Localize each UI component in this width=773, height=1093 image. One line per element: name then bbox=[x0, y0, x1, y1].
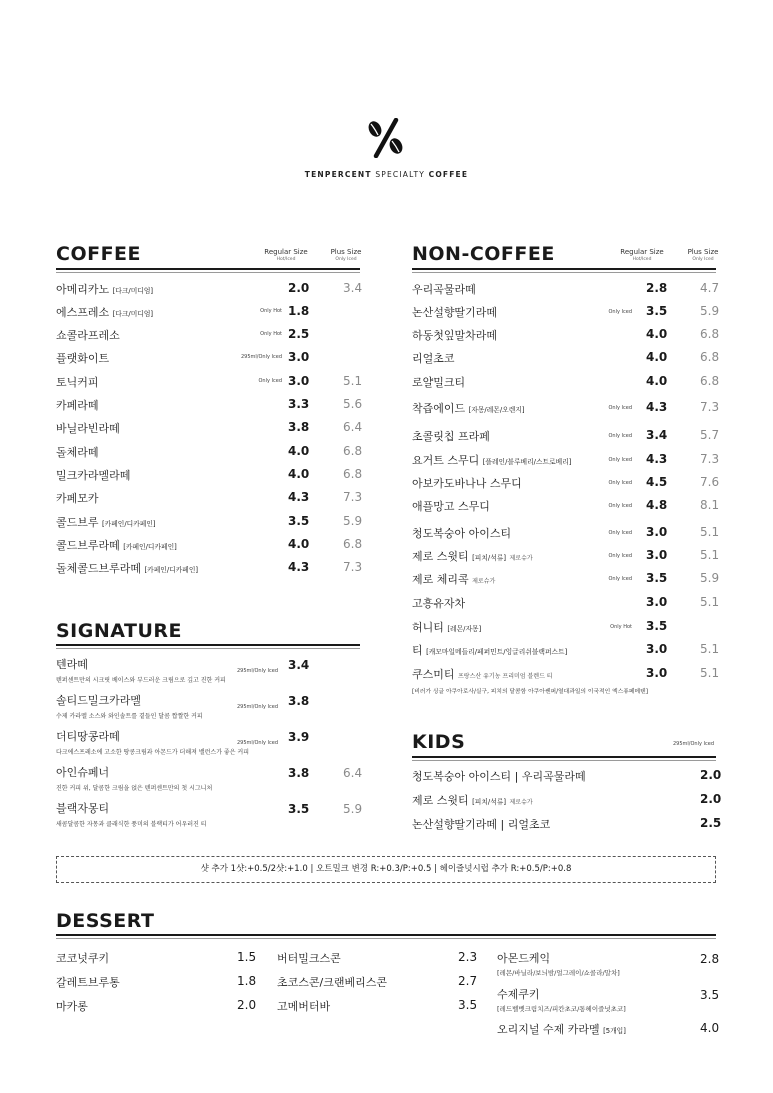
item-name: 고흥유자차 bbox=[412, 597, 466, 610]
item-name: 제로 스윗티 [피치/석류] 제로슈가 bbox=[412, 794, 533, 807]
dessert-item-option: [5개입] bbox=[603, 1027, 626, 1035]
price-plus: 5.1 bbox=[700, 525, 720, 539]
price-regular: 3.3 bbox=[288, 397, 310, 411]
dessert-item-option: [레몬/바닐라/보늬밤/얼그레이/쇼콜라/말차] bbox=[497, 969, 620, 977]
price-regular: 3.0 bbox=[646, 595, 668, 609]
signature-rule-thick bbox=[56, 644, 360, 646]
item-name: 플랫화이트 bbox=[56, 352, 110, 365]
price-regular: 4.3 bbox=[646, 400, 668, 414]
dessert-item-name: 갈레트브루통 bbox=[56, 976, 120, 989]
item-note: Only Hot bbox=[260, 308, 282, 314]
coffee-item bbox=[56, 374, 366, 394]
item-option: [다크/미디엄] bbox=[112, 287, 154, 295]
item-option: [다크/미디엄] bbox=[112, 310, 154, 318]
item-option: [피치/석류] bbox=[472, 554, 506, 562]
price-plus: 3.4 bbox=[343, 281, 363, 295]
coffee-item bbox=[56, 420, 366, 440]
price-regular: 3.5 bbox=[288, 802, 310, 816]
noncoffee-plus-header: Plus Size Only Iced bbox=[687, 248, 719, 262]
signature-item bbox=[56, 692, 366, 722]
item-description: 텐퍼센트만의 시크릿 베이스와 부드러운 크림으로 깊고 진한 커피 bbox=[56, 677, 226, 684]
item-note: Only Iced bbox=[258, 378, 282, 384]
item-name: 아메리카노 [다크/미디엄] bbox=[56, 283, 154, 296]
price-plus: 6.8 bbox=[700, 327, 720, 341]
price-regular: 2.8 bbox=[646, 281, 668, 295]
noncoffee-item bbox=[412, 452, 722, 472]
noncoffee-item bbox=[412, 304, 722, 324]
item-name: 카페모카 bbox=[56, 492, 99, 505]
price-regular: 1.8 bbox=[288, 304, 310, 318]
item-note: Only Iced bbox=[608, 553, 632, 559]
noncoffee-item bbox=[412, 281, 722, 301]
coffee-item bbox=[56, 537, 366, 557]
item-name: 카페라떼 bbox=[56, 399, 99, 412]
dessert-item-name: 고메버터바 bbox=[277, 1000, 331, 1013]
signature-item bbox=[56, 800, 366, 830]
dessert-item-price: 3.5 bbox=[458, 998, 478, 1012]
item-description: 새콤달콤한 자몽과 클래식한 풍미의 블랙티가 어우러진 티 bbox=[56, 821, 207, 828]
price-plus: 7.3 bbox=[700, 452, 720, 466]
dessert-item-price: 1.8 bbox=[237, 974, 257, 988]
item-option: [피치/석류] bbox=[472, 798, 506, 806]
noncoffee-item bbox=[412, 400, 722, 420]
item-name: 아인슈페너 bbox=[56, 766, 110, 779]
item-name: 제로 스윗티 [피치/석류] 제로슈가 bbox=[412, 550, 533, 563]
price-regular: 3.8 bbox=[288, 694, 310, 708]
price-regular: 3.0 bbox=[646, 525, 668, 539]
item-name: 아보카도바나나 스무디 bbox=[412, 477, 522, 490]
item-description: 수제 카라멜 소스와 와인솔트를 곁들인 달콤 짭짤한 커피 bbox=[56, 713, 203, 720]
dessert-item-price: 4.0 bbox=[700, 1021, 720, 1035]
item-note: Only Iced bbox=[608, 309, 632, 315]
price-plus: 5.9 bbox=[700, 571, 720, 585]
price-regular: 3.5 bbox=[288, 514, 310, 528]
item-name: 쇼콜라프레소 bbox=[56, 329, 120, 342]
noncoffee-title: NON-COFFEE bbox=[412, 243, 555, 265]
dessert-item-price: 1.5 bbox=[237, 950, 257, 964]
price-plus: 6.8 bbox=[700, 374, 720, 388]
noncoffee-item bbox=[412, 548, 722, 568]
dessert-item-price: 2.8 bbox=[700, 952, 720, 966]
item-tag: 제로슈가 bbox=[509, 799, 533, 806]
dessert-item-name: 코코넛쿠키 bbox=[56, 952, 110, 965]
price-plus: 7.3 bbox=[343, 560, 363, 574]
dessert-item-name: 버터밀크스콘 bbox=[277, 952, 341, 965]
item-note: Only Hot bbox=[260, 331, 282, 337]
item-name: 초콜릿칩 프라페 bbox=[412, 430, 490, 443]
price-plus: 6.8 bbox=[343, 444, 363, 458]
price-plus: 5.6 bbox=[343, 397, 363, 411]
dessert-item-price: 2.3 bbox=[458, 950, 478, 964]
price-regular: 4.0 bbox=[288, 537, 310, 551]
item-name: 애플망고 스무디 bbox=[412, 500, 490, 513]
noncoffee-item bbox=[412, 525, 722, 545]
price-plus: 5.1 bbox=[700, 548, 720, 562]
kids-note: 295ml/Only Iced bbox=[673, 741, 715, 747]
price-regular: 3.0 bbox=[646, 666, 668, 680]
item-description: 다크에스프레소에 고소한 땅콩크림과 아몬드가 더해져 밸런스가 좋은 커피 bbox=[56, 749, 250, 756]
signature-item bbox=[56, 764, 366, 794]
item-note: 295ml/Only Iced bbox=[236, 740, 278, 746]
brand-logo bbox=[366, 118, 406, 158]
coffee-item bbox=[56, 304, 366, 324]
item-name: 콜드브루라떼 [카페인/디카페인] bbox=[56, 539, 177, 552]
item-name: 에스프레소 [다크/미디엄] bbox=[56, 306, 154, 319]
price-regular: 3.0 bbox=[288, 350, 310, 364]
dessert-item-name: 마카롱 bbox=[56, 1000, 88, 1013]
price-plus: 6.4 bbox=[343, 766, 363, 780]
item-name: 제로 체리콕 제로슈가 bbox=[412, 573, 496, 586]
price-regular: 4.3 bbox=[288, 560, 310, 574]
noncoffee-item bbox=[412, 619, 722, 639]
item-name: 더티땅콩라떼 bbox=[56, 730, 120, 743]
item-option: [카페인/디카페인] bbox=[123, 543, 177, 551]
signature-item bbox=[56, 656, 366, 686]
noncoffee-rule-thick bbox=[412, 268, 716, 270]
price-plus: 7.3 bbox=[343, 490, 363, 504]
price-regular: 3.0 bbox=[646, 548, 668, 562]
price-regular: 4.3 bbox=[288, 490, 310, 504]
price-plus: 5.9 bbox=[700, 304, 720, 318]
price-regular: 4.0 bbox=[646, 350, 668, 364]
price-regular: 3.9 bbox=[288, 730, 310, 744]
price-regular: 2.5 bbox=[288, 327, 310, 341]
item-option: [자몽/레몬/오렌지] bbox=[468, 406, 525, 414]
price-plus: 5.9 bbox=[343, 802, 363, 816]
noncoffee-regular-header: Regular Size Hot/Iced bbox=[620, 248, 664, 262]
price-regular: 2.5 bbox=[700, 816, 722, 830]
price-plus: 5.9 bbox=[343, 514, 363, 528]
item-tag: 제로슈가 bbox=[509, 555, 533, 562]
price-regular: 3.8 bbox=[288, 420, 310, 434]
dessert-title: DESSERT bbox=[56, 910, 155, 932]
kids-item bbox=[412, 792, 722, 812]
price-regular: 3.4 bbox=[288, 658, 310, 672]
item-name: 쿠스미티 프랑스산 유기농 프리미엄 블렌드 티 bbox=[412, 668, 553, 681]
item-tag: 프랑스산 유기농 프리미엄 블렌드 티 bbox=[458, 673, 553, 680]
price-regular: 4.8 bbox=[646, 498, 668, 512]
price-regular: 4.3 bbox=[646, 452, 668, 466]
coffee-item bbox=[56, 514, 366, 534]
price-plus: 5.1 bbox=[700, 642, 720, 656]
price-plus: 8.1 bbox=[700, 498, 720, 512]
item-name: 토닉커피 bbox=[56, 376, 99, 389]
item-option: [카페인/디카페인] bbox=[102, 520, 156, 528]
coffee-item bbox=[56, 467, 366, 487]
dessert-item-name: 아몬드케익 bbox=[497, 952, 551, 965]
noncoffee-item bbox=[412, 642, 722, 662]
noncoffee-item bbox=[412, 428, 722, 448]
price-regular: 3.5 bbox=[646, 571, 668, 585]
item-name: 티 [캐모마일메들리/페퍼민트/잉글리쉬블랙퍼스트] bbox=[412, 644, 568, 657]
coffee-item bbox=[56, 397, 366, 417]
item-name: 로얄밀크티 bbox=[412, 376, 466, 389]
price-plus: 7.6 bbox=[700, 475, 720, 489]
item-name: 요거트 스무디 [플레인/블루베리/스트로베리] bbox=[412, 454, 572, 467]
item-name: 바닐라빈라떼 bbox=[56, 422, 120, 435]
item-option: [플레인/블루베리/스트로베리] bbox=[482, 458, 572, 466]
dessert-item-name: 수제쿠키 bbox=[497, 988, 540, 1001]
brand-name-b: SPECIALTY bbox=[375, 170, 426, 179]
item-name: 착즙에이드 [자몽/레몬/오렌지] bbox=[412, 402, 525, 415]
price-regular: 4.0 bbox=[646, 374, 668, 388]
item-option: [캐모마일메들리/페퍼민트/잉글리쉬블랙퍼스트] bbox=[426, 648, 568, 656]
noncoffee-item bbox=[412, 498, 722, 518]
item-option: [카페인/디카페인] bbox=[144, 566, 199, 574]
item-name: 우리곡물라떼 bbox=[412, 283, 476, 296]
kids-item bbox=[412, 816, 722, 836]
item-name: 논산설향딸기라떼 bbox=[412, 306, 498, 319]
coffee-item bbox=[56, 327, 366, 347]
item-note: Only Iced bbox=[608, 480, 632, 486]
coffee-item bbox=[56, 560, 366, 580]
price-regular: 4.5 bbox=[646, 475, 668, 489]
signature-title: SIGNATURE bbox=[56, 620, 182, 642]
item-note: 295ml/Only Iced bbox=[236, 668, 278, 674]
price-regular: 3.0 bbox=[646, 642, 668, 656]
coffee-rule-thick bbox=[56, 268, 360, 270]
brand-name-a: TENPERCENT bbox=[304, 170, 372, 179]
price-plus: 5.7 bbox=[700, 428, 720, 442]
brand-name bbox=[0, 170, 773, 179]
item-note: Only Iced bbox=[608, 457, 632, 463]
item-note: Only Iced bbox=[608, 530, 632, 536]
noncoffee-item bbox=[412, 571, 722, 591]
kids-rule-thick bbox=[412, 756, 716, 758]
price-plus: 5.1 bbox=[700, 595, 720, 609]
price-plus: 6.8 bbox=[343, 537, 363, 551]
price-regular: 2.0 bbox=[700, 768, 722, 782]
signature-item bbox=[56, 728, 366, 758]
dessert-rule-thick bbox=[56, 934, 716, 936]
coffee-item bbox=[56, 490, 366, 510]
noncoffee-item bbox=[412, 327, 722, 347]
item-option: [레몬/자몽] bbox=[447, 625, 482, 633]
extras-box bbox=[56, 856, 716, 883]
noncoffee-item bbox=[412, 666, 722, 686]
noncoffee-item bbox=[412, 350, 722, 370]
noncoffee-item bbox=[412, 595, 722, 615]
noncoffee-item bbox=[412, 374, 722, 394]
item-note: Only Iced bbox=[608, 576, 632, 582]
item-note: Only Iced bbox=[608, 433, 632, 439]
coffee-item bbox=[56, 281, 366, 301]
price-regular: 2.0 bbox=[700, 792, 722, 806]
price-regular: 3.5 bbox=[646, 304, 668, 318]
dessert-rule-thin bbox=[56, 938, 716, 939]
item-name: 블랙자몽티 bbox=[56, 802, 110, 815]
coffee-item bbox=[56, 350, 366, 370]
dessert-item-price: 2.0 bbox=[237, 998, 257, 1012]
item-name: 청도복숭아 아이스티 bbox=[412, 527, 512, 540]
item-note: Only Iced bbox=[608, 503, 632, 509]
brand-name-c: COFFEE bbox=[428, 170, 469, 179]
item-tag: 제로슈가 bbox=[472, 578, 496, 585]
price-regular: 3.4 bbox=[646, 428, 668, 442]
price-plus: 5.1 bbox=[700, 666, 720, 680]
item-name: 돌체라떼 bbox=[56, 446, 99, 459]
noncoffee-rule-thin bbox=[412, 272, 716, 273]
dessert-item-option: [레드벨벳크림치즈/피칸초코/통헤이즐넛초코] bbox=[497, 1005, 626, 1013]
price-regular: 2.0 bbox=[288, 281, 310, 295]
item-note: Only Iced bbox=[608, 405, 632, 411]
price-regular: 3.8 bbox=[288, 766, 310, 780]
price-regular: 4.0 bbox=[288, 467, 310, 481]
dessert-item-price: 2.7 bbox=[458, 974, 478, 988]
kids-item bbox=[412, 768, 722, 788]
coffee-plus-header: Plus Size Only Iced bbox=[330, 248, 362, 262]
item-note: Only Hot bbox=[610, 624, 632, 630]
coffee-regular-header: Regular Size Hot/Iced bbox=[264, 248, 308, 262]
item-name: 콜드브루 [카페인/디카페인] bbox=[56, 516, 156, 529]
item-name: 밀크카라멜라떼 bbox=[56, 469, 131, 482]
noncoffee-item bbox=[412, 475, 722, 495]
coffee-title: COFFEE bbox=[56, 243, 142, 265]
kusmi-description: [비러가 싱글 아쿠아로사/실구, 피치의 달콤함 아쿠아쎈퍼/열대과일의 이국적인 엑스퓨페메텐] bbox=[412, 689, 648, 695]
item-name: 리얼초코 bbox=[412, 352, 455, 365]
price-plus: 7.3 bbox=[700, 400, 720, 414]
price-regular: 3.0 bbox=[288, 374, 310, 388]
kids-rule-thin bbox=[412, 760, 716, 761]
dessert-item-name: 초코스콘/크랜베리스콘 bbox=[277, 976, 387, 989]
price-regular: 4.0 bbox=[646, 327, 668, 341]
price-plus: 4.7 bbox=[700, 281, 720, 295]
price-plus: 6.4 bbox=[343, 420, 363, 434]
item-name: 텐라떼 bbox=[56, 658, 88, 671]
coffee-item bbox=[56, 444, 366, 464]
signature-rule-thin bbox=[56, 648, 360, 649]
price-regular: 3.5 bbox=[646, 619, 668, 633]
item-name: 돌체콜드브루라떼 [카페인/디카페인] bbox=[56, 562, 199, 575]
coffee-rule-thin bbox=[56, 272, 360, 273]
item-name: 청도복숭아 아이스티 | 우리곡물라떼 bbox=[412, 770, 586, 783]
item-name: 하동첫잎말차라떼 bbox=[412, 329, 498, 342]
item-note: 295ml/Only Iced bbox=[236, 704, 278, 710]
item-description: 진한 커피 위, 달콤한 크림을 얹은 텐퍼센트만의 첫 시그니처 bbox=[56, 785, 213, 792]
price-plus: 6.8 bbox=[343, 467, 363, 481]
price-plus: 5.1 bbox=[343, 374, 363, 388]
item-name: 논산설향딸기라떼 | 리얼초코 bbox=[412, 818, 551, 831]
dessert-item-name: 오리지널 수제 카라멜 [5개입] bbox=[497, 1023, 626, 1036]
item-name: 허니티 [레몬/자몽] bbox=[412, 621, 482, 634]
price-plus: 6.8 bbox=[700, 350, 720, 364]
dessert-item-price: 3.5 bbox=[700, 988, 720, 1002]
extras-text: 샷 추가 1샷:+0.5/2샷:+1.0 | 오트밀크 변경 R:+0.3/P:+0.5 | 헤이즐넛시럽 추가 R:+0.5/P:+0.8 bbox=[200, 864, 572, 874]
item-name: 솔티드밀크카라멜 bbox=[56, 694, 142, 707]
item-note: 295ml/Only Iced bbox=[240, 354, 282, 360]
price-regular: 4.0 bbox=[288, 444, 310, 458]
kids-title: KIDS bbox=[412, 731, 466, 753]
